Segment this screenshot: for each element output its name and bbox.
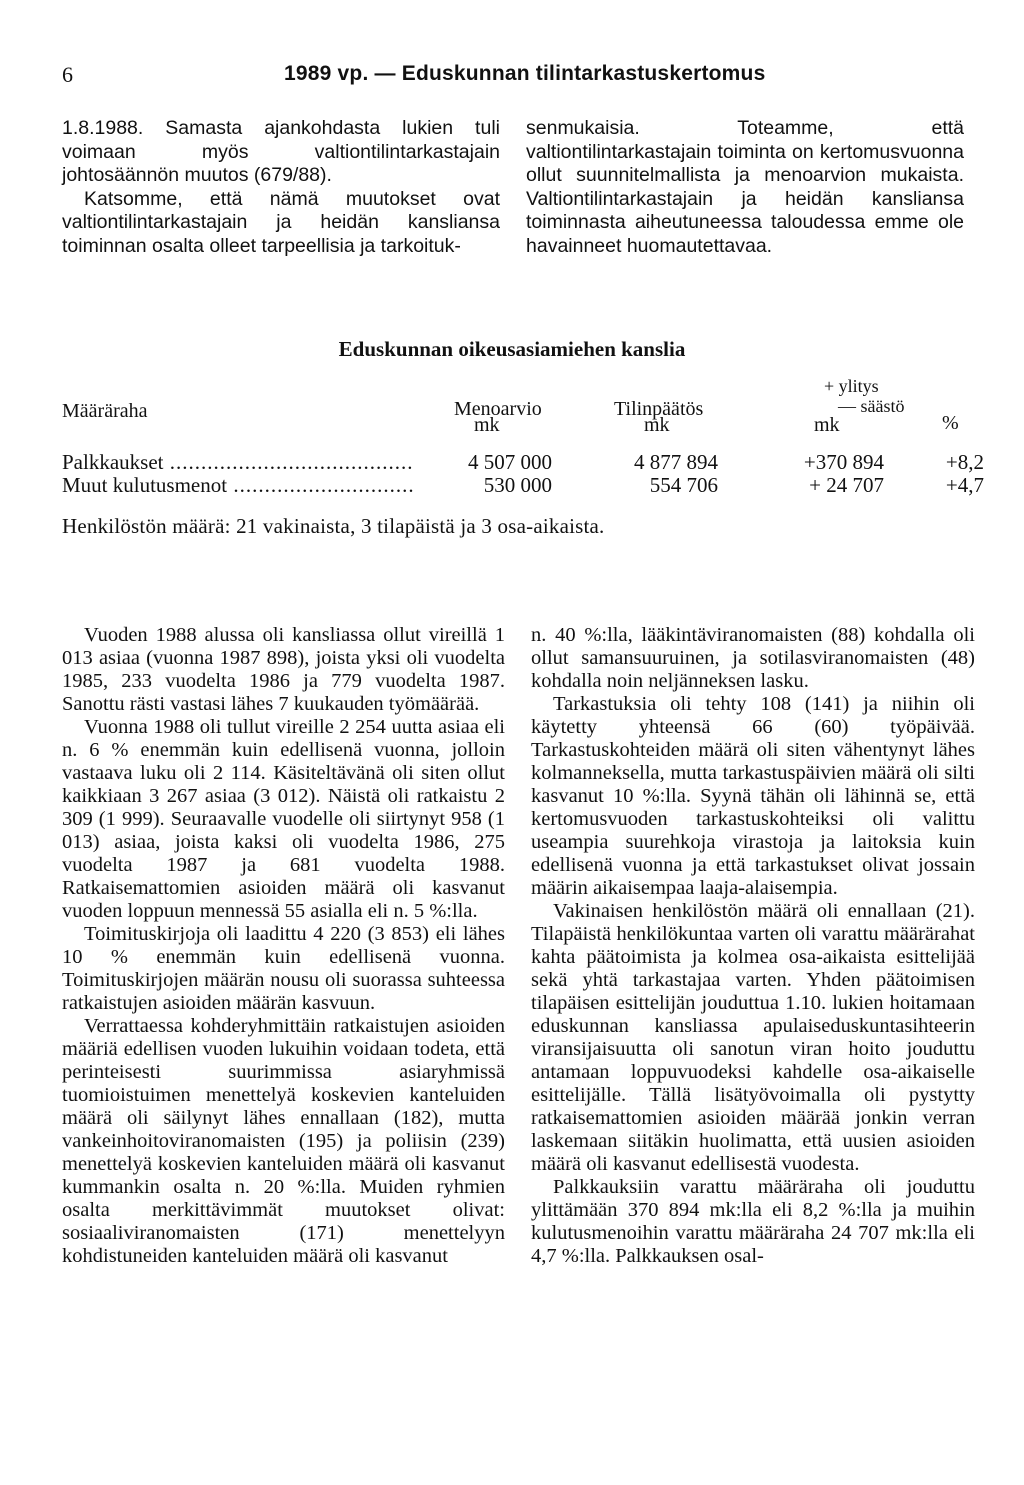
col-header-actual: Tilinpäätös <box>614 398 704 420</box>
row-actual: 554 706 <box>649 473 718 497</box>
paragraph: n. 40 %:lla, lääkintäviranomaisten (88) kohdalla oli ollut samansuuruinen, ja sotilasviranomaisten (48) kohdalla noin neljänneksen lasku. <box>531 624 975 692</box>
paragraph: Vuonna 1988 oli tullut vireille 2 254 uutta asiaa eli n. 6 % enemmän kuin edellisenä vuonna, jolloin vastaava luku oli 2 114. Käsiteltävänä oli siten ollut kaikkiaan 3 267 asiaa (3 012). Näistä oli ratkaistu 2 309 (1 999). Seuraavalle vuodelle oli siirtynyt 958 (1 013) asiaa, joista kaksi oli vuodelta 1986, 275 vuodelta 1987 ja 681 vuodelta 1988. Ratkaisemattomien asioiden määrä oli kasvanut vuoden loppuun mennessä 55 asialla eli n. 5 %:lla. <box>62 716 505 922</box>
paragraph: Toimituskirjoja oli laadittu 4 220 (3 853) eli lähes 10 % enemmän kuin edellisenä vuonna. Toimituskirjojen määrän nousu oli suorassa suhteessa ratkaistujen asioiden määrän kasvuun. <box>62 923 505 1014</box>
row-label: Muut kulutusmenot ..... <box>62 473 414 498</box>
row-pct: +8,2 <box>945 450 984 474</box>
col-header-actual-unit: mk <box>644 414 670 436</box>
section-title: Eduskunnan oikeusasiamiehen kanslia <box>338 337 686 361</box>
col-header-pct: % <box>942 412 959 434</box>
row-diff: + 24 707 <box>809 473 884 497</box>
paragraph: 1.8.1988. Samasta ajankohdasta lukien tuli voimaan myös valtiontilintarkastajain johtosäännön muutos (679/88). <box>62 117 500 186</box>
intro-left-column <box>62 117 500 258</box>
row-budget: 530 000 <box>483 473 552 497</box>
col-header-save: — säästö <box>838 396 905 416</box>
col-header-over: + ylitys <box>824 376 879 396</box>
paragraph: Palkkauksiin varattu määräraha oli jouduttu ylittämään 370 894 mk:lla eli 8,2 %:lla ja muihin kulutusmenoihin varattu määräraha 24 707 mk:lla eli 4,7 %:lla. Palkkauksen osal- <box>531 1176 975 1267</box>
paragraph: Katsomme, että nämä muutokset ovat valtiontilintarkastajain ja heidän kansliansa toiminnan osalta olleet tarpeellisia ja tarkoituk- <box>62 187 500 257</box>
paragraph: Verrattaessa kohderyhmittäin ratkaistujen asioiden määriä edellisen vuoden lukuihin voidaan todeta, että perinteisesti suurimmissa asiaryhmissä tuomioistuimen menettelyä koskevien kanteluiden määrä oli säilynyt lähes ennallaan (182), mutta vankeinhoitoviranomaisten (195) ja poliisin (239) menettelyä koskevien kanteluiden määrä oli kasvanut kummankin osalta n. 20 %:lla. Muiden ryhmien osalta merkittävimmät muutokset olivat: sosiaaliviranomaisten (171) menettelyyn kohdistuneiden kanteluiden määrä oli kasvanut <box>62 1015 505 1267</box>
col-header-budget: Menoarvio <box>454 398 542 420</box>
body-left-column <box>62 624 505 1268</box>
paragraph: Vuoden 1988 alussa oli kansliassa ollut vireillä 1 013 asiaa (vuonna 1987 898), joista yksi oli vuodelta 1985, 233 vuodelta 1986 ja 779 vuodelta 1987. Sanottu rästi vastasi lähes 7 kuukauden työmäärää. <box>62 624 505 715</box>
col-header-budget-unit: mk <box>474 414 500 436</box>
row-actual: 4 877 894 <box>634 450 718 474</box>
col-header-item: Määräraha <box>62 400 148 422</box>
row-budget: 4 507 000 <box>468 450 552 474</box>
paragraph: Vakinaisen henkilöstön määrä oli ennallaan (21). Tilapäistä henkilökuntaa varten oli varattu määrärahat kahta päätoimista ja kolmea osa-aikaista esittelijää sekä yhtä tarkastajaa varten. Yhden päätoimisen tilapäisen esittelijän jouduttua 1.10. lukien hoitamaan eduskunnan kansliassa apulaiseduskuntasihteerin viransijaisuutta oli sanotun viran hoito jouduttu antamaan loppuvuodeksi kahdelle osa-aikaiselle esittelijälle. Tällä lisätyövoimalla oli pystytty ratkaisemattomien asioiden määrää jonkin verran laskemaan siitäkin huolimatta, että uusien asioiden määrä oli kasvanut edellisestä vuodesta. <box>531 900 975 1175</box>
intro-right-column <box>526 117 964 258</box>
page-number: 6 <box>62 62 73 87</box>
paragraph: senmukaisia. Toteamme, että valtiontilintarkastajain toiminta on kertomusvuonna ollut suunnitelmallista ja menoarvion mukaista. Valtiontilintarkastajain ja heidän kansliansa toiminnasta aiheutuneessa taloudessa emme ole havainneet huomautettavaa. <box>526 117 964 257</box>
row-pct: +4,7 <box>945 473 984 497</box>
body-right-column <box>531 624 975 1268</box>
paragraph: Tarkastuksia oli tehty 108 (141) ja niihin oli käytetty yhteensä 66 (60) työpäivää. Tarkastuskohteiden määrä oli siten vähentynyt lähes kolmanneksella, mutta tarkastuspäivien määrä oli silti kasvanut 10 %:lla. Syynä tähän oli lähinnä se, että kertomusvuoden tarkastuskohteiksi oli valittu useampia suurehkoja virastoja ja laitoksia kuin edellisenä vuonna ja että tarkastukset olivat jossain määrin aikaisempaa laaja-alaisempia. <box>531 693 975 899</box>
row-label: Palkkaukset ..... <box>62 450 414 475</box>
running-header: 1989 vp. — Eduskunnan tilintarkastuskertomus <box>284 62 766 85</box>
staff-count: Henkilöstön määrä: 21 vakinaista, 3 tilapäistä ja 3 osa-aikaista. <box>62 514 605 538</box>
col-header-diff-unit: mk <box>814 414 840 436</box>
row-diff: +370 894 <box>803 450 884 474</box>
